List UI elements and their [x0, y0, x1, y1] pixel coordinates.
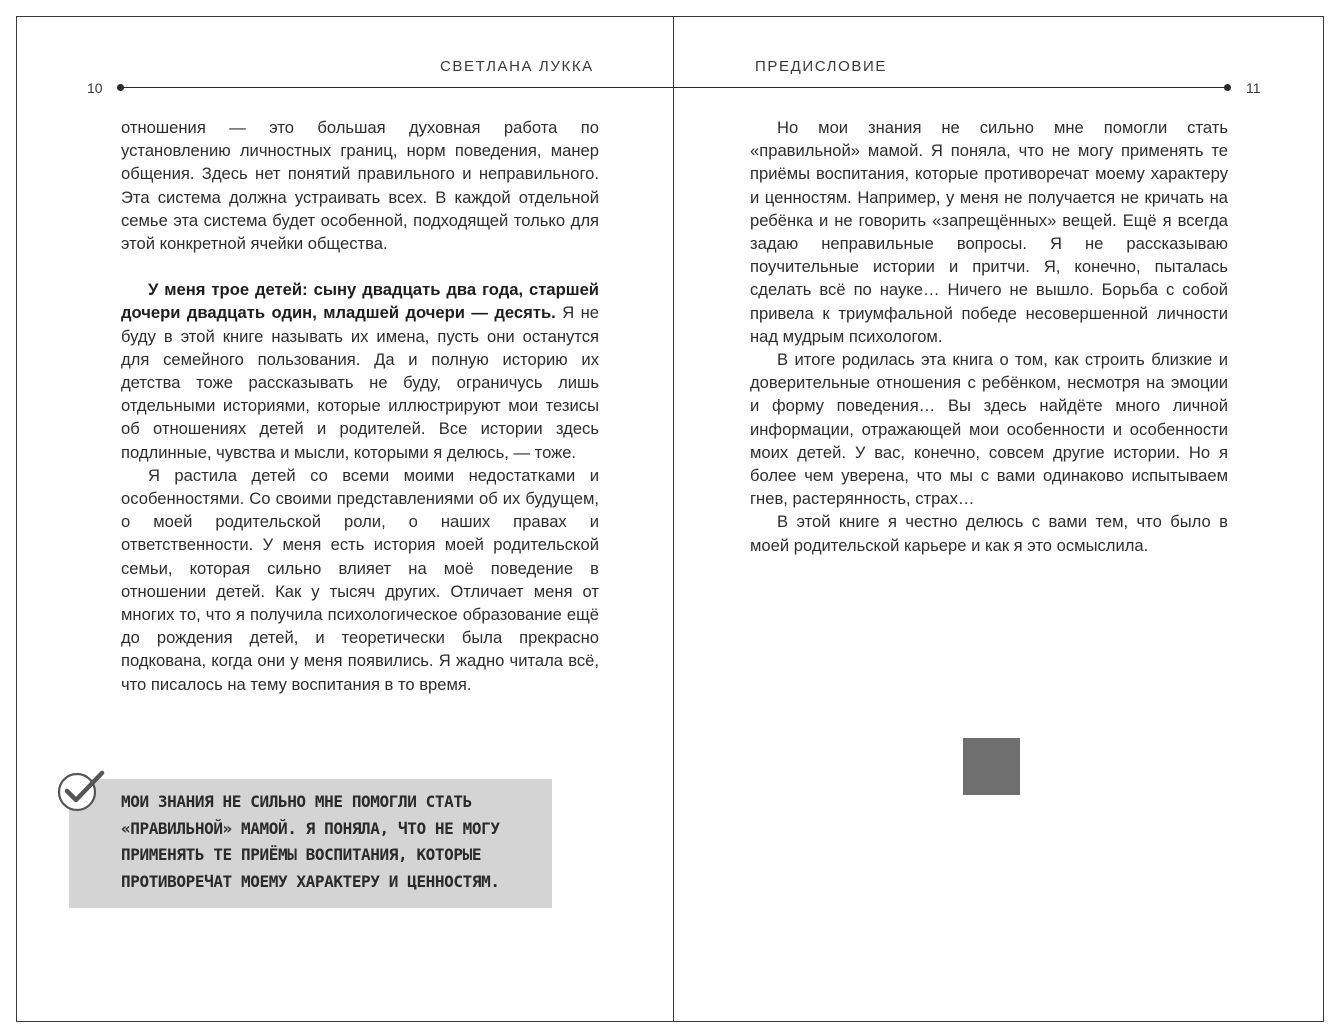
left-paragraph-2 — [121, 278, 599, 464]
left-header-rule — [121, 87, 673, 88]
gutter-line — [673, 16, 674, 1022]
right-page-number: 11 — [1246, 80, 1261, 96]
chapter-end-square-ornament — [963, 738, 1020, 795]
right-paragraph-3: В этой книге я честно делюсь с вами тем, что было в моей родительской карьере и как я это осмыслила. — [750, 512, 1228, 555]
left-paragraph-1: отношения — это большая духовная работа по установлению личностных границ, норм поведения, манер общения. Здесь нет понятий правильного и неправильного. Эта система должна устраивать всех. В каждой отдельной семье эта система будет особенной, подходящей только для этой конкретной ячейки общества. — [121, 118, 599, 254]
left-paragraph-3: Я растила детей со всеми моими недостатками и особенностями. Со своими представлениями об их будущем, о моей родительской роли, о наших правах и ответственности. У меня есть история моей родительской семьи, которая сильно влияет на моё поведение в отношении детей. Как у тысяч других. Отличает меня от многих то, что я получила психологическое образование ещё до рождения детей, и теоретически была прекрасно подкована, когда они у меня появились. Я жадно читала всё, что писалось на тему воспитания в то время. — [121, 465, 599, 694]
bold-lead-sentence: У меня трое детей: сыну двадцать два года, старшей дочери двадцать один, младшей дочери — десять. — [121, 280, 599, 323]
right-running-header: ПРЕДИСЛОВИЕ — [755, 58, 887, 75]
right-page-body — [750, 116, 1228, 557]
checkmark-icon — [56, 768, 106, 816]
right-header-rule — [674, 87, 1227, 88]
pull-quote-text: МОИ ЗНАНИЯ НЕ СИЛЬНО МНЕ ПОМОГЛИ СТАТЬ «ПРАВИЛЬНОЙ» МАМОЙ. Я ПОНЯЛА, ЧТО НЕ МОГУ ПРИМЕНЯТЬ ТЕ ПРИЁМЫ ВОСПИТАНИЯ, КОТОРЫЕ ПРОТИВОРЕЧАТ МОЕМУ ХАРАКТЕРУ И ЦЕННОСТЯМ. — [121, 792, 500, 891]
paragraph-gap — [121, 255, 599, 278]
left-running-header: СВЕТЛАНА ЛУККА — [440, 58, 594, 75]
right-rule-dot — [1224, 84, 1231, 91]
pull-quote-box — [69, 779, 552, 908]
left-page-body — [121, 116, 599, 696]
left-page-number: 10 — [87, 80, 103, 96]
right-paragraph-1: Но мои знания не сильно мне помогли стать «правильной» мамой. Я поняла, что не могу применять те приёмы воспитания, которые противоречат моему характеру и ценностям. Например, у меня не получается не кричать на ребёнка и не говорить «запрещённых» вещей. Ещё я всегда задаю неправильные вопросы. Я не рассказываю поучительные истории и притчи. Я, конечно, пыталась сделать всё по науке… Ничего не вышло. Борьба с собой привела к триумфальной победе несовершенной личности над мудрым психологом. — [750, 118, 1228, 346]
left-paragraph-2-rest: Я не буду в этой книге называть их имена, пусть они останутся для семейного пользования. Да и полную историю их детства тоже рассказывать не буду, ограничусь лишь отдельными историями, которые иллюстрируют мои тезисы об отношениях детей и родителей. Все истории здесь подлинные, чувства и мысли, которыми я делюсь, — тоже. — [121, 303, 599, 462]
right-paragraph-2: В итоге родилась эта книга о том, как строить близкие и доверительные отношения с ребёнком, несмотря на эмоции и форму поведения… Вы здесь найдёте много личной информации, отражающей мои особенности и особенности моих детей. У вас, конечно, совсем другие истории. Но я более чем уверена, что мы с вами одинаково испытываем гнев, растерянность, страх… — [750, 350, 1228, 509]
